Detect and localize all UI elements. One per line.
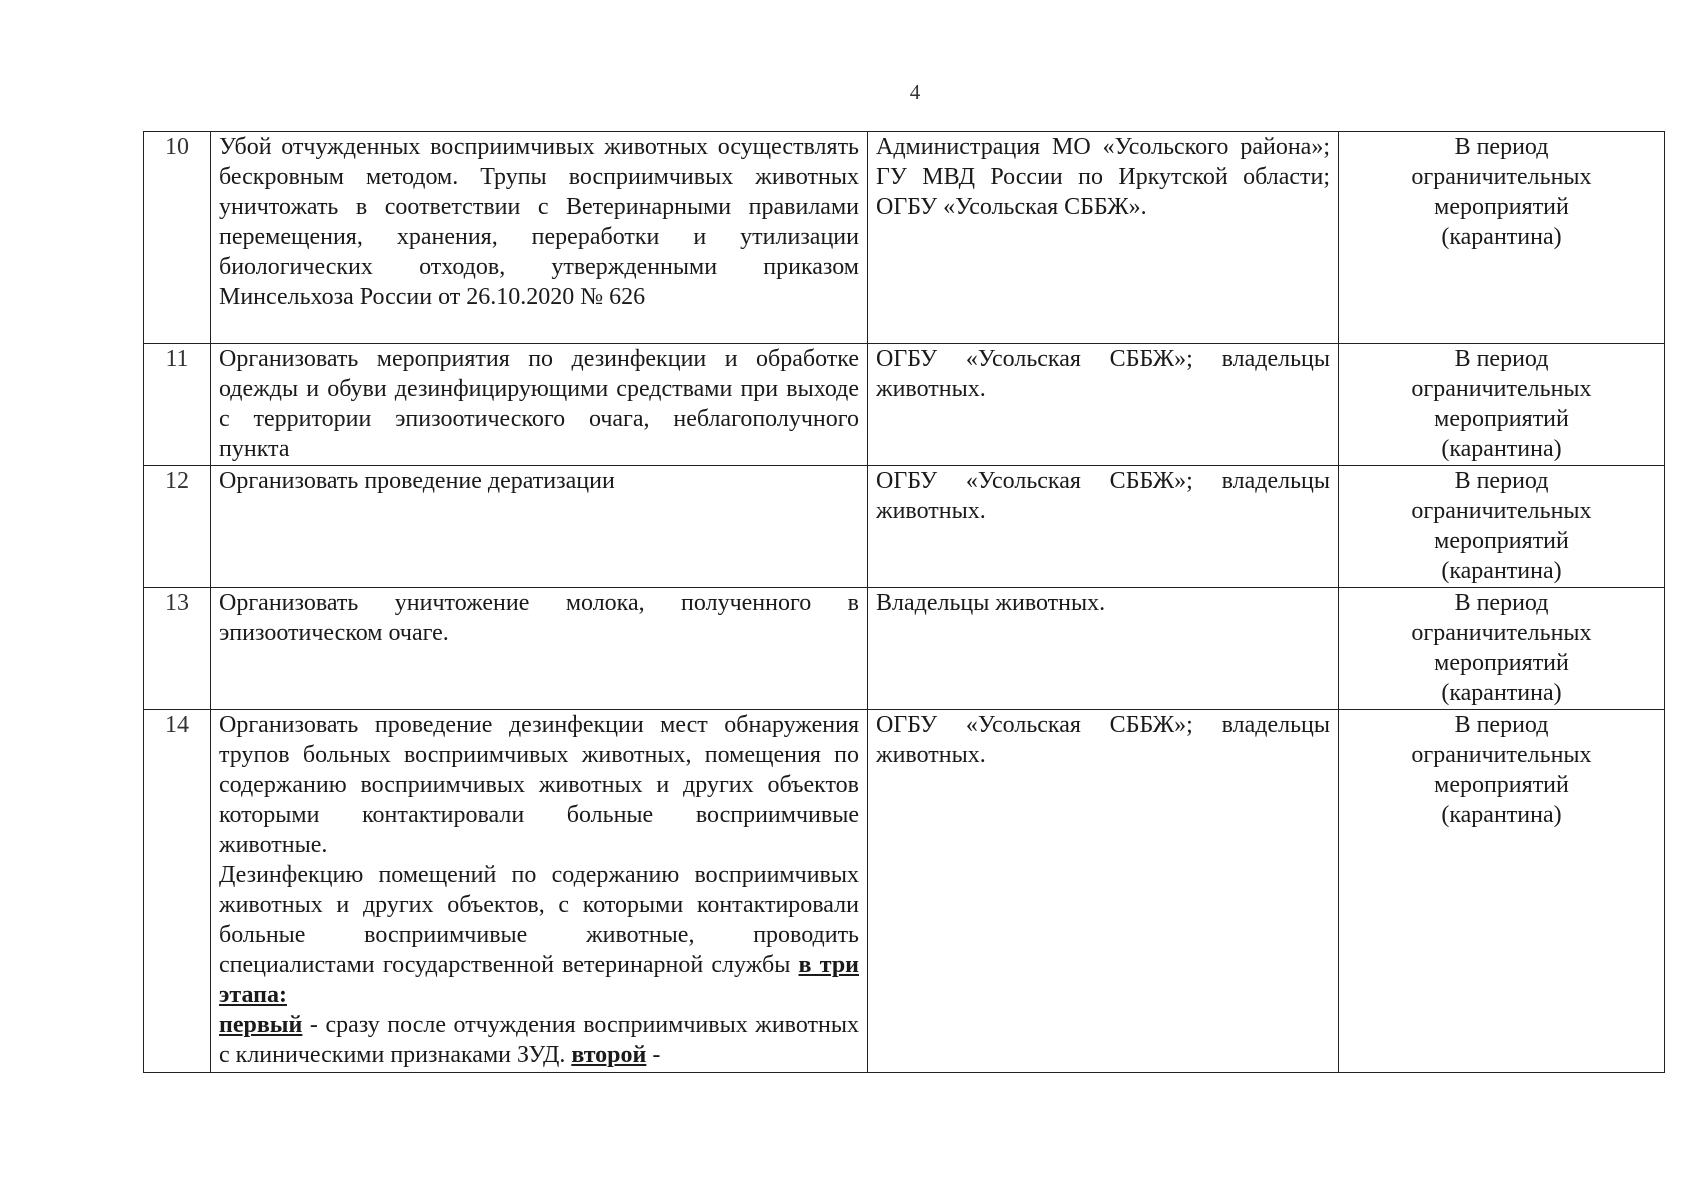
task-paragraph [219,1010,859,1070]
term-cell [1339,710,1665,1073]
task-cell: Организовать проведение дератизации [211,466,868,588]
measures-table [143,131,1665,1073]
task-text: Дезинфекцию помещений по содержанию восприимчивых животных и других объектов, с которыми контактировали больные восприимчивые животные, проводить специалистами государственной ветеринарной службы [219,862,859,978]
stage-first-label: первый [219,1012,303,1038]
row-number: 11 [144,344,211,466]
stages-emphasis: в три этапа: [219,952,859,1008]
row-number: 14 [144,710,211,1073]
term-cell [1339,344,1665,466]
task-cell [211,710,868,1073]
responsible-cell: ОГБУ «Усольская СББЖ»; владельцы животных. [868,710,1339,1073]
term-cell [1339,588,1665,710]
term-text: В период ограничительных мероприятий (карантина) [1411,590,1592,706]
responsible-cell: ОГБУ «Усольская СББЖ»; владельцы животных. [868,344,1339,466]
task-text: - [646,1042,661,1068]
table-row [144,132,1665,344]
task-cell-content [219,710,859,1072]
table-row [144,344,1665,466]
task-paragraph: Организовать проведение дезинфекции мест обнаружения трупов больных восприимчивых животных, помещения по содержанию восприимчивых животных и других объектов которыми контактировали больные восприимчивые животные. [219,712,859,858]
table-row [144,588,1665,710]
term-text: В период ограничительных мероприятий (карантина) [1411,346,1592,462]
task-cell: Организовать мероприятия по дезинфекции и обработке одежды и обуви дезинфицирующими средствами при выходе с территории эпизоотического очага, неблагополучного пункта [211,344,868,466]
page-number: 4 [909,80,921,104]
table-row [144,710,1665,1073]
term-cell [1339,132,1665,344]
stage-second-label: второй [571,1042,647,1068]
task-text: - сразу после отчуждения восприимчивых животных с клиническими признаками ЗУД. [219,1012,859,1068]
task-cell: Убой отчужденных восприимчивых животных осуществлять бескровным методом. Трупы восприимчивых животных уничтожать в соответствии с Ветеринарными правилами перемещения, хранения, переработки и утилизации биологических отходов, утвержденными приказом Минсельхоза России от 26.10.2020 № 626 [211,132,868,344]
row-number: 10 [144,132,211,344]
responsible-cell: ОГБУ «Усольская СББЖ»; владельцы животных. [868,466,1339,588]
row-number: 12 [144,466,211,588]
table-row [144,466,1665,588]
task-cell: Организовать уничтожение молока, полученного в эпизоотическом очаге. [211,588,868,710]
responsible-cell: Владельцы животных. [868,588,1339,710]
row-number: 13 [144,588,211,710]
term-text: В период ограничительных мероприятий (карантина) [1411,468,1592,584]
responsible-cell: Администрация МО «Усольского района»; ГУ МВД России по Иркутской области; ОГБУ «Усольская СББЖ». [868,132,1339,344]
term-text: В период ограничительных мероприятий (карантина) [1411,712,1592,828]
term-text: В период ограничительных мероприятий (карантина) [1411,134,1592,250]
term-cell [1339,466,1665,588]
task-paragraph [219,860,859,1010]
